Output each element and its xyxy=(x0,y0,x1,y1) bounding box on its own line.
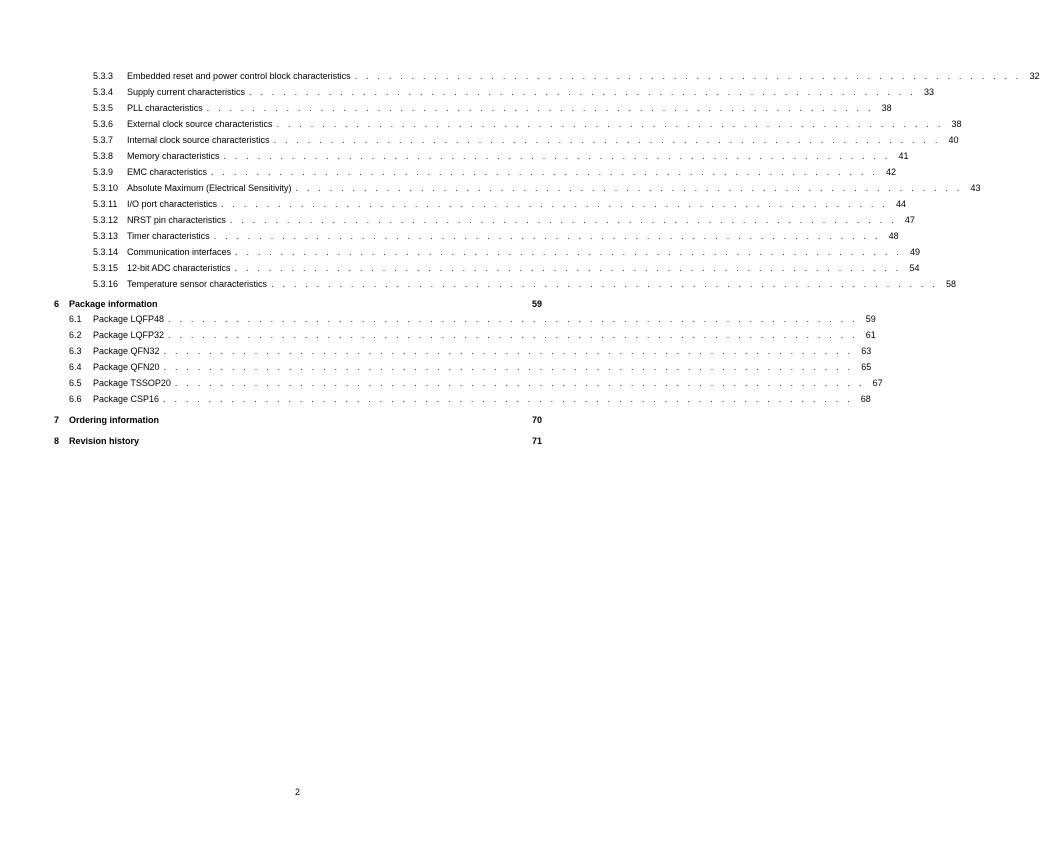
toc-entry-number: 7 xyxy=(54,415,60,425)
toc-entry-number: 5.3.12 xyxy=(93,215,119,225)
toc-entry-page: 61 xyxy=(865,330,876,340)
toc-chapter-8[interactable] xyxy=(54,436,542,447)
toc-entry-page: 70 xyxy=(531,415,542,425)
dot-leader: . . . . . . . . . . . . . . . . . . . . . . . . . . . . . . . . . . . . . . . . . . . . . . . . . . . . . . . . . . . xyxy=(271,279,939,289)
toc-entry-number: 6.1 xyxy=(69,314,82,324)
toc-entry-number: 5.3.14 xyxy=(93,247,119,257)
dot-leader: . . . . . . . . . . . . . . . . . . . . . . . . . . . . . . . . . . . . . . . . . . . . . . . . . . . . . . . . . . . . . xyxy=(163,346,854,356)
dot-leader: . . . . . . . . . . . . . . . . . . . . . . . . . . . . . . . . . . . . . . . . . . . . . . . . . . . . . . . . . . . xyxy=(295,183,963,193)
toc-entry-5-3-9[interactable] xyxy=(93,167,896,178)
toc-entry-number: 6 xyxy=(54,299,60,309)
toc-entry-number: 5.3.13 xyxy=(93,231,119,241)
dot-leader: . . . . . . . . . . . . . . . . . . . . . . . . . . . . . . . . . . . . . . . . . . . . . . . . . . . . . . . . . . . xyxy=(235,247,903,257)
dot-leader: . . . . . . . . . . . . . . . . . . . . . . . . . . . . . . . . . . . . . . . . . . . . . . . . . . . . . . . . . . . xyxy=(229,215,897,225)
toc-entry-title: Package LQFP48 xyxy=(93,314,165,324)
toc-entry-6-6[interactable] xyxy=(69,394,871,405)
toc-entry-title: Package CSP16 xyxy=(93,394,160,404)
dot-leader: . . . . . . . . . . . . . . . . . . . . . . . . . . . . . . . . . . . . . . . . . . . . . . . . . . . . . . . . . . . xyxy=(223,151,891,161)
toc-entry-5-3-3[interactable] xyxy=(93,71,1040,82)
toc-entry-number: 6.4 xyxy=(69,362,82,372)
dot-leader: . . . . . . . . . . . . . . . . . . . . . . . . . . . . . . . . . . . . . . . . . . . . . . . . . . . . . . . . . . . . . xyxy=(174,378,865,388)
page-number: 2 xyxy=(294,787,300,797)
toc-entry-number: 5.3.3 xyxy=(93,71,114,81)
toc-entry-5-3-7[interactable] xyxy=(93,135,959,146)
dot-leader: . . . . . . . . . . . . . . . . . . . . . . . . . . . . . . . . . . . . . . . . . . . . . . . . . . . . . . . . . . . xyxy=(354,71,1022,81)
toc-entry-page: 67 xyxy=(872,378,883,388)
toc-entry-6-2[interactable] xyxy=(69,330,876,341)
toc-entry-page: 43 xyxy=(970,183,981,193)
toc-entry-page: 44 xyxy=(895,199,906,209)
toc-entry-number: 6.6 xyxy=(69,394,82,404)
toc-entry-number: 5.3.4 xyxy=(93,87,114,97)
toc-entry-page: 40 xyxy=(948,135,959,145)
toc-entry-title: Embedded reset and power control block characteristics xyxy=(127,71,351,81)
toc-entry-page: 38 xyxy=(881,103,892,113)
toc-entry-page: 48 xyxy=(888,231,899,241)
toc-chapter-7[interactable] xyxy=(54,415,542,426)
toc-entry-page: 54 xyxy=(909,263,920,273)
dot-leader: . . . . . . . . . . . . . . . . . . . . . . . . . . . . . . . . . . . . . . . . . . . . . . . . . . . . . . . . . . . xyxy=(273,135,941,145)
toc-entry-page: 42 xyxy=(885,167,896,177)
toc-entry-page: 63 xyxy=(861,346,872,356)
toc-entry-number: 6.3 xyxy=(69,346,82,356)
dot-leader: . . . . . . . . . . . . . . . . . . . . . . . . . . . . . . . . . . . . . . . . . . . . . . . . . . . . . . . . . . . xyxy=(206,103,874,113)
toc-entry-title: Temperature sensor characteristics xyxy=(127,279,268,289)
toc-entry-title: 12-bit ADC characteristics xyxy=(127,263,231,273)
toc-entry-number: 5.3.11 xyxy=(93,199,118,209)
toc-entry-number: 8 xyxy=(54,436,60,446)
toc-entry-page: 71 xyxy=(531,436,542,446)
toc-entry-title: Internal clock source characteristics xyxy=(127,135,270,145)
toc-entry-5-3-10[interactable] xyxy=(93,183,981,194)
dot-leader: . . . . . . . . . . . . . . . . . . . . . . . . . . . . . . . . . . . . . . . . . . . . . . . . . . . . . . . . . . . . . xyxy=(163,362,854,372)
toc-entry-title: Revision history xyxy=(69,436,140,446)
toc-entry-number: 5.3.5 xyxy=(93,103,114,113)
toc-entry-number: 5.3.6 xyxy=(93,119,114,129)
toc-entry-6-1[interactable] xyxy=(69,314,876,325)
toc-entry-5-3-6[interactable] xyxy=(93,119,962,130)
toc-entry-page: 32 xyxy=(1029,71,1040,81)
toc-entry-number: 5.3.16 xyxy=(93,279,119,289)
dot-leader: . . . . . . . . . . . . . . . . . . . . . . . . . . . . . . . . . . . . . . . . . . . . . . . . . . . . . . . . . . . xyxy=(249,87,917,97)
toc-entry-page: 68 xyxy=(860,394,871,404)
toc-entry-page: 59 xyxy=(531,299,542,309)
toc-entry-5-3-13[interactable] xyxy=(93,231,899,242)
toc-entry-number: 5.3.15 xyxy=(93,263,119,273)
toc-entry-5-3-11[interactable] xyxy=(93,199,906,210)
toc-entry-page: 49 xyxy=(910,247,921,257)
dot-leader: . . . . . . . . . . . . . . . . . . . . . . . . . . . . . . . . . . . . . . . . . . . . . . . . . . . . . . . . . . . xyxy=(234,263,902,273)
toc-entry-title: Absolute Maximum (Electrical Sensitivity) xyxy=(127,183,292,193)
toc-entry-title: Communication interfaces xyxy=(127,247,232,257)
toc-entry-5-3-15[interactable] xyxy=(93,263,920,274)
toc-entry-number: 5.3.8 xyxy=(93,151,114,161)
toc-entry-number: 5.3.7 xyxy=(93,135,114,145)
dot-leader: . . . . . . . . . . . . . . . . . . . . . . . . . . . . . . . . . . . . . . . . . . . . . . . . . . . . . . . . . . . . . xyxy=(168,330,858,340)
toc-entry-page: 58 xyxy=(946,279,957,289)
toc-chapter-6[interactable] xyxy=(54,299,542,310)
dot-leader: . . . . . . . . . . . . . . . . . . . . . . . . . . . . . . . . . . . . . . . . . . . . . . . . . . . . . . . . . . . xyxy=(213,231,881,241)
toc-entry-title: Memory characteristics xyxy=(127,151,220,161)
toc-entry-6-3[interactable] xyxy=(69,346,872,357)
toc-entry-6-5[interactable] xyxy=(69,378,883,389)
toc-entry-title: Package information xyxy=(69,299,158,309)
toc-entry-title: Package QFN32 xyxy=(93,346,160,356)
toc-entry-number: 5.3.10 xyxy=(93,183,119,193)
toc-entry-number: 6.5 xyxy=(69,378,82,388)
toc-entry-page: 33 xyxy=(924,87,935,97)
toc-entry-5-3-5[interactable] xyxy=(93,103,892,114)
toc-entry-title: Timer characteristics xyxy=(127,231,210,241)
dot-leader: . . . . . . . . . . . . . . . . . . . . . . . . . . . . . . . . . . . . . . . . . . . . . . . . . . . . . . . . . . . xyxy=(211,167,878,177)
toc-entry-title: Package TSSOP20 xyxy=(93,378,171,388)
dot-leader: . . . . . . . . . . . . . . . . . . . . . . . . . . . . . . . . . . . . . . . . . . . . . . . . . . . . . . . . . . . xyxy=(221,199,888,209)
toc-entry-5-3-4[interactable] xyxy=(93,87,935,98)
toc-entry-title: Package LQFP32 xyxy=(93,330,165,340)
toc-entry-title: NRST pin characteristics xyxy=(127,215,226,225)
dot-leader: . . . . . . . . . . . . . . . . . . . . . . . . . . . . . . . . . . . . . . . . . . . . . . . . . . . . . . . . . . . . . xyxy=(168,314,858,324)
toc-entry-5-3-14[interactable] xyxy=(93,247,921,258)
toc-entry-page: 41 xyxy=(898,151,909,161)
dot-leader: . . . . . . . . . . . . . . . . . . . . . . . . . . . . . . . . . . . . . . . . . . . . . . . . . . . . . . . . . . . xyxy=(276,119,944,129)
toc-entry-title: External clock source characteristics xyxy=(127,119,273,129)
toc-entry-6-4[interactable] xyxy=(69,362,872,373)
toc-entry-title: I/O port characteristics xyxy=(127,199,218,209)
toc-entry-page: 47 xyxy=(904,215,915,225)
toc-entry-page: 59 xyxy=(865,314,876,324)
toc-entry-page: 38 xyxy=(951,119,962,129)
toc-entry-number: 6.2 xyxy=(69,330,82,340)
toc-entry-title: Package QFN20 xyxy=(93,362,160,372)
toc-entry-title: PLL characteristics xyxy=(127,103,203,113)
toc-entry-title: Ordering information xyxy=(69,415,159,425)
toc-entry-title: Supply current characteristics xyxy=(127,87,246,97)
toc-entry-number: 5.3.9 xyxy=(93,167,114,177)
toc-entry-5-3-16[interactable] xyxy=(93,279,957,290)
toc-entry-5-3-12[interactable] xyxy=(93,215,915,226)
dot-leader: . . . . . . . . . . . . . . . . . . . . . . . . . . . . . . . . . . . . . . . . . . . . . . . . . . . . . . . . . . . . . xyxy=(163,394,853,404)
toc-entry-page: 65 xyxy=(861,362,872,372)
toc-entry-5-3-8[interactable] xyxy=(93,151,909,162)
toc-entry-title: EMC characteristics xyxy=(127,167,208,177)
